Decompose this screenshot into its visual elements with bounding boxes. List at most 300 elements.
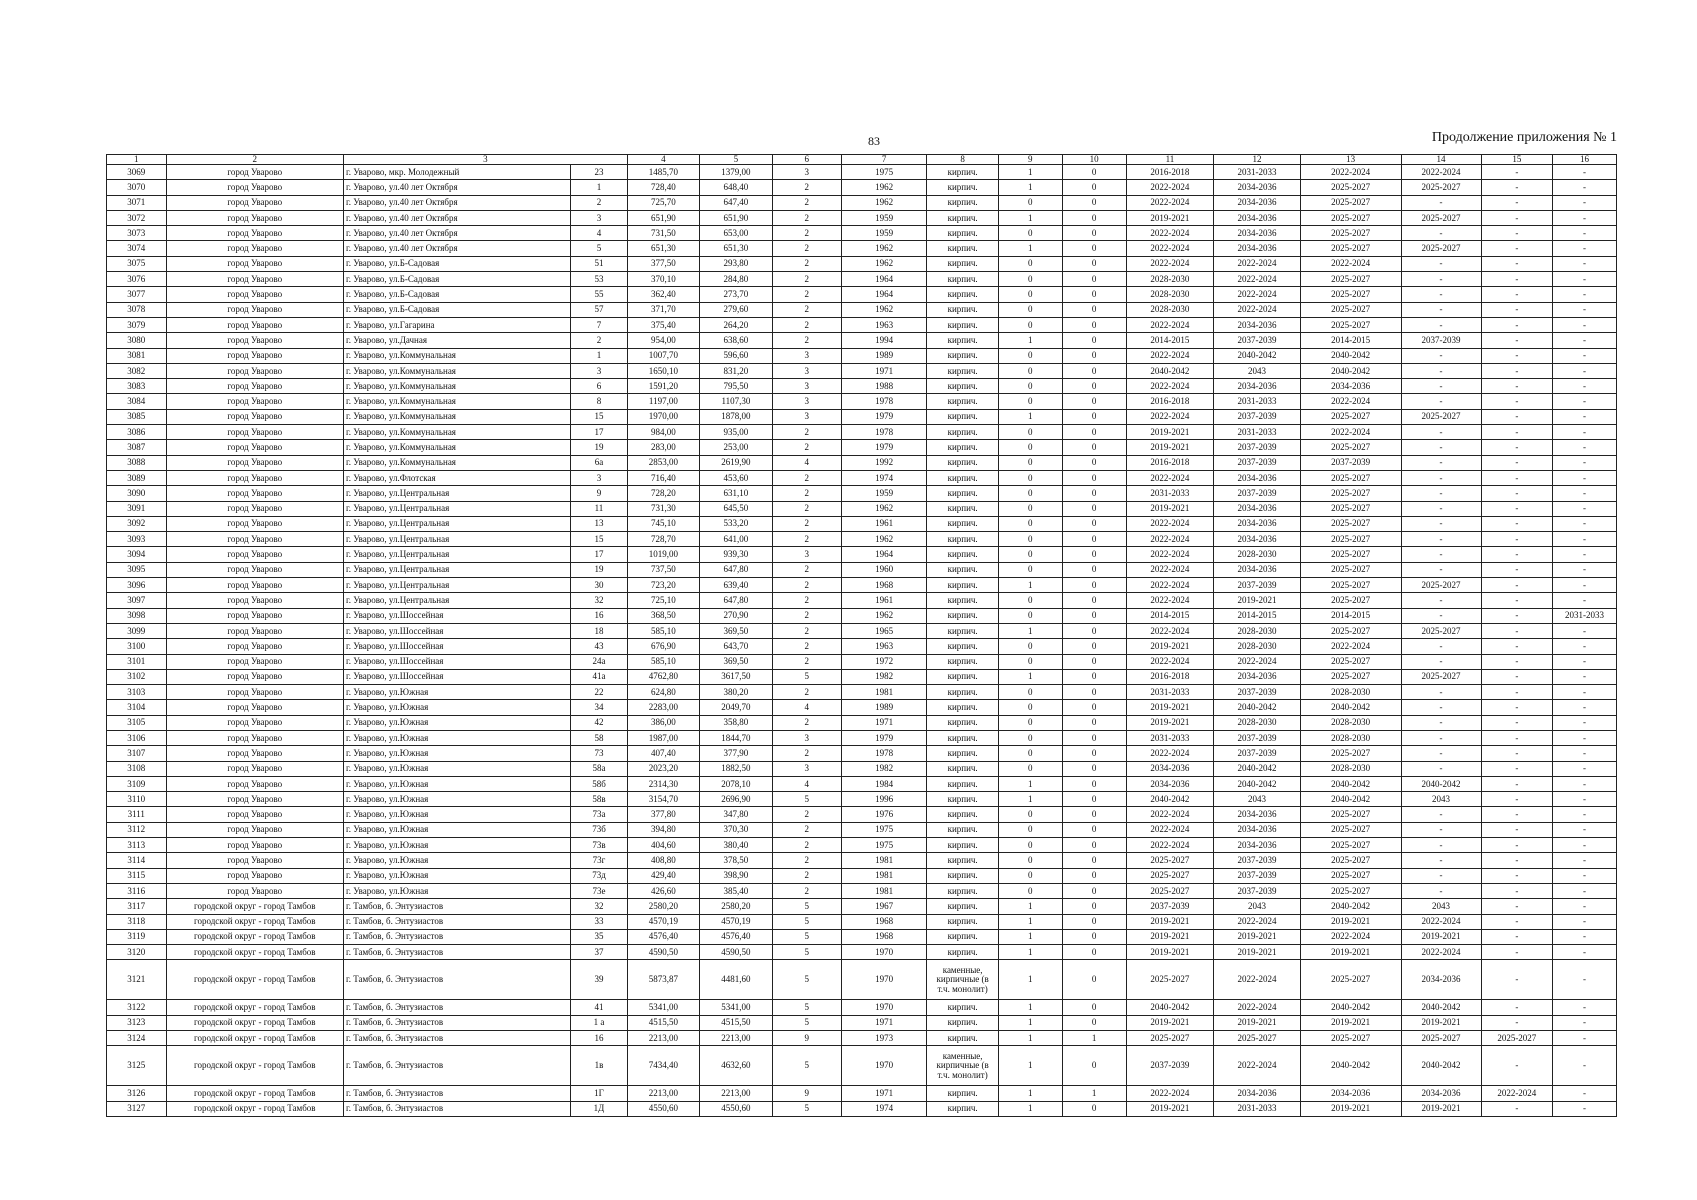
- table-cell: 2040-2042: [1300, 348, 1401, 363]
- table-cell: -: [1553, 379, 1617, 394]
- table-cell: г. Тамбов, б. Энтузиастов: [344, 960, 571, 1000]
- table-cell: 2037-2039: [1126, 899, 1214, 914]
- table-cell: кирпич.: [927, 210, 998, 225]
- table-cell: 22: [571, 685, 627, 700]
- table-cell: 2031-2033: [1553, 608, 1617, 623]
- table-row: [107, 532, 1617, 547]
- table-cell: -: [1553, 929, 1617, 944]
- table-cell: кирпич.: [927, 593, 998, 608]
- table-cell: 2034-2036: [1214, 1086, 1301, 1101]
- table-cell: город Уварово: [166, 241, 344, 256]
- table-cell: 58а: [571, 761, 627, 776]
- table-cell: 2314,30: [627, 776, 700, 791]
- table-cell: -: [1481, 562, 1552, 577]
- table-cell: 2025-2027: [1300, 838, 1401, 853]
- table-cell: -: [1481, 838, 1552, 853]
- table-cell: 3089: [107, 470, 167, 485]
- table-cell: 4550,60: [627, 1101, 700, 1116]
- table-cell: 39: [571, 960, 627, 1000]
- table-cell: 0: [1062, 792, 1126, 807]
- table-cell: 1962: [841, 608, 927, 623]
- table-cell: 2034-2036: [1214, 838, 1301, 853]
- table-cell: г. Уварово, ул.Южная: [344, 746, 571, 761]
- table-cell: кирпич.: [927, 807, 998, 822]
- table-cell: г. Уварово, ул.Шоссейная: [344, 608, 571, 623]
- table-cell: г. Уварово, ул.Южная: [344, 807, 571, 822]
- table-cell: 1981: [841, 883, 927, 898]
- table-cell: 0: [1062, 822, 1126, 837]
- table-cell: 2022-2024: [1126, 226, 1214, 241]
- table-cell: 4515,50: [700, 1015, 773, 1030]
- table-cell: 2025-2027: [1300, 317, 1401, 332]
- table-cell: 3111: [107, 807, 167, 822]
- table-cell: -: [1553, 1101, 1617, 1116]
- table-cell: 2034-2036: [1214, 532, 1301, 547]
- table-cell: 2: [772, 241, 841, 256]
- table-row: [107, 1015, 1617, 1030]
- page-number: 83: [868, 134, 880, 148]
- table-cell: город Уварово: [166, 532, 344, 547]
- table-cell: город Уварово: [166, 379, 344, 394]
- table-cell: -: [1553, 516, 1617, 531]
- table-cell: 0: [1062, 776, 1126, 791]
- table-cell: 2049,70: [700, 700, 773, 715]
- table-cell: 0: [1062, 761, 1126, 776]
- table-cell: 1962: [841, 501, 927, 516]
- table-cell: 33: [571, 914, 627, 929]
- table-cell: 1996: [841, 792, 927, 807]
- table-row: [107, 272, 1617, 287]
- table-cell: 638,60: [700, 333, 773, 348]
- table-row: [107, 394, 1617, 409]
- table-cell: 2034-2036: [1214, 807, 1301, 822]
- table-cell: кирпич.: [927, 379, 998, 394]
- table-cell: 2: [772, 807, 841, 822]
- column-header: 15: [1481, 155, 1552, 165]
- table-cell: -: [1481, 317, 1552, 332]
- table-cell: 1962: [841, 532, 927, 547]
- table-cell: 1: [998, 623, 1062, 638]
- table-cell: -: [1553, 287, 1617, 302]
- table-cell: 643,70: [700, 639, 773, 654]
- table-cell: 3617,50: [700, 669, 773, 684]
- table-cell: 1981: [841, 868, 927, 883]
- table-cell: -: [1481, 379, 1552, 394]
- table-cell: 2034-2036: [1300, 1086, 1401, 1101]
- table-cell: город Уварово: [166, 838, 344, 853]
- table-cell: 0: [1062, 241, 1126, 256]
- table-cell: -: [1481, 945, 1552, 960]
- table-cell: 0: [1062, 960, 1126, 1000]
- table-cell: 0: [998, 226, 1062, 241]
- table-cell: 2037-2039: [1214, 746, 1301, 761]
- table-cell: 2: [772, 317, 841, 332]
- table-cell: 5341,00: [700, 1000, 773, 1015]
- table-cell: 368,50: [627, 608, 700, 623]
- table-cell: 398,90: [700, 868, 773, 883]
- table-cell: 0: [998, 394, 1062, 409]
- table-cell: 2040-2042: [1214, 700, 1301, 715]
- table-cell: -: [1553, 639, 1617, 654]
- table-cell: 0: [998, 363, 1062, 378]
- table-cell: 3100: [107, 639, 167, 654]
- table-cell: 2025-2027: [1300, 287, 1401, 302]
- table-cell: 2: [772, 516, 841, 531]
- table-cell: -: [1481, 578, 1552, 593]
- table-cell: город Уварово: [166, 425, 344, 440]
- table-cell: 1960: [841, 562, 927, 577]
- table-row: [107, 256, 1617, 271]
- table-cell: 1970: [841, 960, 927, 1000]
- table-cell: 3090: [107, 486, 167, 501]
- table-cell: 0: [1062, 578, 1126, 593]
- table-cell: 264,20: [700, 317, 773, 332]
- table-cell: 1971: [841, 1015, 927, 1030]
- table-cell: г. Уварово, ул.Южная: [344, 853, 571, 868]
- table-cell: 2019-2021: [1126, 210, 1214, 225]
- table-cell: город Уварово: [166, 256, 344, 271]
- table-cell: город Уварово: [166, 730, 344, 745]
- table-cell: -: [1401, 868, 1481, 883]
- table-cell: -: [1481, 623, 1552, 638]
- table-cell: 1967: [841, 899, 927, 914]
- table-cell: 2034-2036: [1214, 180, 1301, 195]
- table-cell: -: [1481, 532, 1552, 547]
- table-cell: 3095: [107, 562, 167, 577]
- table-cell: 2: [772, 425, 841, 440]
- appendix-title: Продолжение приложения № 1: [1431, 130, 1617, 145]
- table-cell: 2040-2042: [1300, 776, 1401, 791]
- table-row: [107, 363, 1617, 378]
- table-cell: 0: [1062, 272, 1126, 287]
- table-cell: 1: [998, 180, 1062, 195]
- table-cell: 1972: [841, 654, 927, 669]
- column-header: 9: [998, 155, 1062, 165]
- table-cell: 2: [772, 272, 841, 287]
- table-cell: 2025-2027: [1300, 486, 1401, 501]
- table-cell: 2019-2021: [1300, 1015, 1401, 1030]
- table-cell: 2037-2039: [1214, 333, 1301, 348]
- table-cell: 2: [772, 256, 841, 271]
- column-header: 3: [344, 155, 628, 165]
- table-row: [107, 883, 1617, 898]
- table-cell: -: [1553, 256, 1617, 271]
- table-cell: -: [1481, 715, 1552, 730]
- table-cell: 404,60: [627, 838, 700, 853]
- table-row: [107, 761, 1617, 776]
- table-cell: кирпич.: [927, 363, 998, 378]
- table-cell: 2213,00: [627, 1031, 700, 1046]
- table-cell: -: [1481, 883, 1552, 898]
- table-cell: 1: [998, 914, 1062, 929]
- table-cell: 3125: [107, 1046, 167, 1086]
- table-cell: 1: [998, 1015, 1062, 1030]
- table-cell: кирпич.: [927, 868, 998, 883]
- table-cell: 1: [998, 1086, 1062, 1101]
- table-cell: 0: [1062, 746, 1126, 761]
- table-cell: город Уварово: [166, 776, 344, 791]
- table-cell: 3078: [107, 302, 167, 317]
- table-cell: 2022-2024: [1300, 165, 1401, 180]
- table-cell: 1: [998, 210, 1062, 225]
- table-cell: 1973: [841, 1031, 927, 1046]
- table-cell: 19: [571, 440, 627, 455]
- table-cell: 676,90: [627, 639, 700, 654]
- table-cell: 2019-2021: [1214, 929, 1301, 944]
- table-cell: 2025-2027: [1300, 960, 1401, 1000]
- table-cell: 0: [1062, 455, 1126, 470]
- table-cell: 2022-2024: [1401, 165, 1481, 180]
- table-cell: кирпич.: [927, 730, 998, 745]
- table-cell: 3: [772, 547, 841, 562]
- table-cell: -: [1481, 700, 1552, 715]
- table-cell: г. Уварово, ул.Центральная: [344, 532, 571, 547]
- table-row: [107, 914, 1617, 929]
- table-cell: 6: [571, 379, 627, 394]
- table-cell: 0: [998, 700, 1062, 715]
- table-cell: -: [1401, 317, 1481, 332]
- table-cell: 1974: [841, 470, 927, 485]
- table-cell: 1968: [841, 578, 927, 593]
- table-cell: 2040-2042: [1300, 899, 1401, 914]
- table-cell: 2022-2024: [1126, 654, 1214, 669]
- table-cell: 2022-2024: [1126, 180, 1214, 195]
- table-cell: 2022-2024: [1214, 256, 1301, 271]
- table-cell: кирпич.: [927, 746, 998, 761]
- table-cell: кирпич.: [927, 501, 998, 516]
- column-header: 14: [1401, 155, 1481, 165]
- table-cell: 17: [571, 547, 627, 562]
- table-cell: 2034-2036: [1300, 379, 1401, 394]
- table-cell: 4576,40: [700, 929, 773, 944]
- table-cell: 3099: [107, 623, 167, 638]
- table-cell: 2040-2042: [1401, 1046, 1481, 1086]
- table-cell: 2040-2042: [1214, 776, 1301, 791]
- table-cell: 4: [571, 226, 627, 241]
- table-cell: город Уварово: [166, 547, 344, 562]
- table-cell: 5: [571, 241, 627, 256]
- table-cell: 647,80: [700, 593, 773, 608]
- table-cell: 3082: [107, 363, 167, 378]
- table-cell: -: [1401, 639, 1481, 654]
- table-row: [107, 623, 1617, 638]
- table-cell: 2037-2039: [1214, 883, 1301, 898]
- table-cell: 2: [772, 578, 841, 593]
- table-cell: 1962: [841, 195, 927, 210]
- table-cell: -: [1553, 1046, 1617, 1086]
- table-cell: 3075: [107, 256, 167, 271]
- table-cell: -: [1553, 669, 1617, 684]
- table-cell: 1989: [841, 700, 927, 715]
- table-cell: 3: [772, 761, 841, 776]
- table-cell: 2: [772, 623, 841, 638]
- table-cell: 3105: [107, 715, 167, 730]
- table-cell: 1970: [841, 1046, 927, 1086]
- table-cell: 647,80: [700, 562, 773, 577]
- table-cell: 2016-2018: [1126, 669, 1214, 684]
- table-cell: 2019-2021: [1214, 593, 1301, 608]
- table-cell: -: [1553, 394, 1617, 409]
- table-cell: 1978: [841, 746, 927, 761]
- table-cell: 2025-2027: [1300, 746, 1401, 761]
- table-cell: 2034-2036: [1214, 226, 1301, 241]
- table-cell: кирпич.: [927, 470, 998, 485]
- table-cell: г. Уварово, ул.Южная: [344, 883, 571, 898]
- table-cell: 2025-2027: [1300, 883, 1401, 898]
- table-cell: кирпич.: [927, 272, 998, 287]
- table-cell: 58в: [571, 792, 627, 807]
- table-cell: город Уварово: [166, 562, 344, 577]
- table-cell: г. Уварово, ул.Центральная: [344, 501, 571, 516]
- table-cell: 2019-2021: [1214, 1015, 1301, 1030]
- table-cell: -: [1401, 532, 1481, 547]
- table-row: [107, 348, 1617, 363]
- table-cell: 2025-2027: [1300, 593, 1401, 608]
- table-cell: -: [1553, 226, 1617, 241]
- table-cell: 2022-2024: [1300, 425, 1401, 440]
- table-cell: 0: [1062, 868, 1126, 883]
- table-cell: 641,00: [700, 532, 773, 547]
- table-cell: 731,30: [627, 501, 700, 516]
- table-cell: 2: [772, 608, 841, 623]
- table-row: [107, 210, 1617, 225]
- table-cell: 3107: [107, 746, 167, 761]
- table-cell: 1971: [841, 1086, 927, 1101]
- table-cell: 0: [1062, 317, 1126, 332]
- table-cell: 0: [998, 685, 1062, 700]
- table-cell: 8: [571, 394, 627, 409]
- table-cell: 596,60: [700, 348, 773, 363]
- table-cell: 2031-2033: [1126, 486, 1214, 501]
- table-cell: 15: [571, 409, 627, 424]
- table-row: [107, 180, 1617, 195]
- table-cell: 2: [772, 883, 841, 898]
- table-cell: 37: [571, 945, 627, 960]
- table-cell: 5: [772, 669, 841, 684]
- table-cell: 0: [998, 317, 1062, 332]
- table-cell: -: [1553, 578, 1617, 593]
- table-cell: 3069: [107, 165, 167, 180]
- table-cell: 3104: [107, 700, 167, 715]
- table-cell: 3094: [107, 547, 167, 562]
- table-cell: 2040-2042: [1300, 1046, 1401, 1086]
- table-cell: -: [1481, 440, 1552, 455]
- table-cell: 0: [998, 746, 1062, 761]
- table-cell: 1989: [841, 348, 927, 363]
- table-cell: 73е: [571, 883, 627, 898]
- table-cell: кирпич.: [927, 822, 998, 837]
- table-cell: г. Уварово, ул.Центральная: [344, 578, 571, 593]
- table-cell: 2028-2030: [1214, 547, 1301, 562]
- table-cell: 2019-2021: [1126, 929, 1214, 944]
- table-cell: 5: [772, 929, 841, 944]
- table-cell: 2: [772, 333, 841, 348]
- table-cell: 0: [1062, 1046, 1126, 1086]
- table-cell: 73в: [571, 838, 627, 853]
- table-cell: -: [1401, 730, 1481, 745]
- table-row: [107, 440, 1617, 455]
- table-cell: 0: [998, 256, 1062, 271]
- table-cell: город Уварово: [166, 486, 344, 501]
- table-cell: -: [1401, 715, 1481, 730]
- table-row: [107, 776, 1617, 791]
- table-cell: 1: [998, 776, 1062, 791]
- table-row: [107, 868, 1617, 883]
- table-cell: 2028-2030: [1214, 623, 1301, 638]
- table-cell: 2025-2027: [1300, 241, 1401, 256]
- table-cell: 1: [998, 669, 1062, 684]
- table-cell: г. Уварово, ул.Центральная: [344, 516, 571, 531]
- table-cell: 2037-2039: [1300, 455, 1401, 470]
- table-cell: 2025-2027: [1300, 1031, 1401, 1046]
- table-cell: 2022-2024: [1126, 578, 1214, 593]
- table-cell: 2022-2024: [1126, 256, 1214, 271]
- table-cell: город Уварово: [166, 792, 344, 807]
- table-cell: 0: [998, 654, 1062, 669]
- table-cell: -: [1553, 960, 1617, 1000]
- table-cell: 935,00: [700, 425, 773, 440]
- table-cell: 1: [998, 1000, 1062, 1015]
- table-row: [107, 700, 1617, 715]
- table-cell: 2031-2033: [1214, 394, 1301, 409]
- table-cell: 3102: [107, 669, 167, 684]
- table-cell: 0: [1062, 516, 1126, 531]
- table-cell: 2034-2036: [1214, 241, 1301, 256]
- table-cell: 3097: [107, 593, 167, 608]
- table-row: [107, 486, 1617, 501]
- table-cell: 3079: [107, 317, 167, 332]
- table-cell: г. Уварово, ул.Б-Садовая: [344, 256, 571, 271]
- table-cell: г. Уварово, ул.Шоссейная: [344, 623, 571, 638]
- table-cell: 2: [772, 853, 841, 868]
- table-cell: 1964: [841, 272, 927, 287]
- table-cell: 2040-2042: [1126, 1000, 1214, 1015]
- table-cell: 1: [998, 1031, 1062, 1046]
- table-cell: 0: [1062, 394, 1126, 409]
- table-cell: 1: [998, 578, 1062, 593]
- table-cell: 347,80: [700, 807, 773, 822]
- table-cell: г. Уварово, ул.Б-Садовая: [344, 272, 571, 287]
- table-cell: 2: [772, 562, 841, 577]
- table-cell: 2025-2027: [1401, 623, 1481, 638]
- table-cell: 2019-2021: [1126, 639, 1214, 654]
- table-cell: -: [1481, 593, 1552, 608]
- table-cell: 1: [998, 165, 1062, 180]
- table-cell: 2213,00: [700, 1086, 773, 1101]
- table-cell: кирпич.: [927, 425, 998, 440]
- table-cell: -: [1553, 838, 1617, 853]
- table-cell: 386,00: [627, 715, 700, 730]
- table-cell: 34: [571, 700, 627, 715]
- table-cell: -: [1401, 287, 1481, 302]
- table-cell: кирпич.: [927, 455, 998, 470]
- table-cell: -: [1553, 532, 1617, 547]
- table-cell: -: [1553, 593, 1617, 608]
- table-cell: 0: [998, 425, 1062, 440]
- table-cell: -: [1481, 425, 1552, 440]
- table-cell: 58: [571, 730, 627, 745]
- table-cell: -: [1481, 272, 1552, 287]
- table-cell: 3: [772, 363, 841, 378]
- table-cell: 2025-2027: [1126, 960, 1214, 1000]
- table-cell: -: [1481, 868, 1552, 883]
- table-cell: г. Тамбов, б. Энтузиастов: [344, 929, 571, 944]
- table-cell: -: [1401, 363, 1481, 378]
- table-cell: городской округ - город Тамбов: [166, 1101, 344, 1116]
- table-cell: 0: [998, 883, 1062, 898]
- table-cell: 2025-2027: [1214, 1031, 1301, 1046]
- table-cell: 5: [772, 945, 841, 960]
